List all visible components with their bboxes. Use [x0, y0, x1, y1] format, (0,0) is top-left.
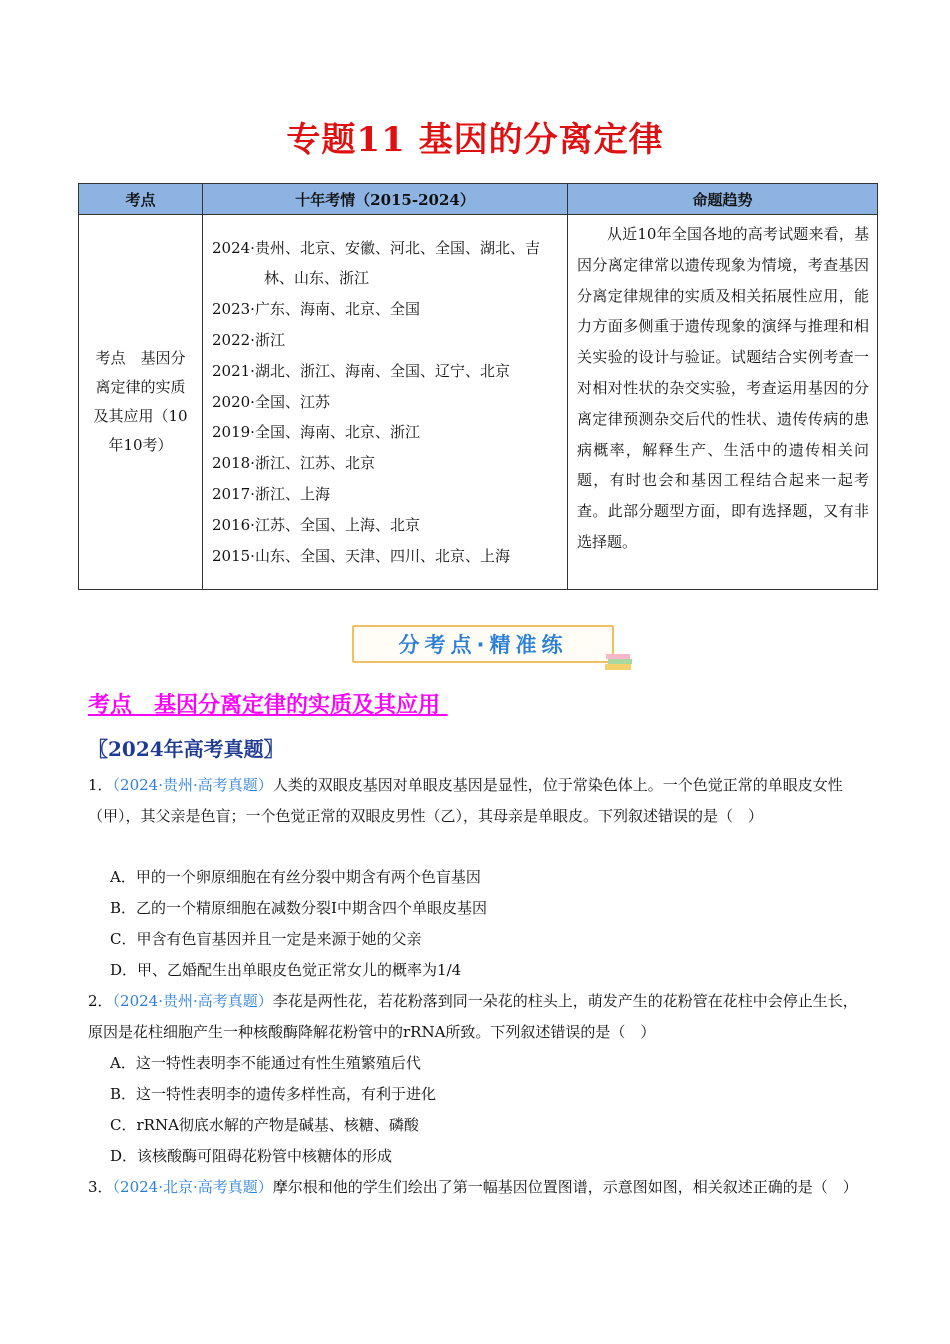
table-header-row [79, 184, 878, 215]
years-cell [203, 215, 568, 590]
option-d: D．甲、乙婚配生出单眼皮色觉正常女儿的概率为1/4 [110, 961, 462, 979]
option-a: A．这一特性表明李不能通过有性生殖繁殖后代 [110, 1054, 421, 1072]
option-a: A．甲的一个卵原细胞在有丝分裂中期含有两个色盲基因 [110, 868, 481, 886]
year-line: 2018·浙江、江苏、北京 [212, 454, 375, 473]
question-2 [88, 986, 863, 1048]
question-stem: 人类的双眼皮基因对单眼皮基因是显性，位于常染色体上。一个色觉正常的单眼皮女性（甲），其父亲是色盲；一个色觉正常的双眼皮男性（乙），其母亲是单眼皮。下列叙述错误的是（ ） [88, 776, 843, 825]
section-banner: 分考点·精准练 [352, 625, 614, 663]
exam-summary-table [78, 183, 878, 590]
year-line: 2015·山东、全国、天津、四川、北京、上海 [212, 546, 510, 565]
year-line: 2024·贵州、北京、安徽、河北、全国、湖北、吉林、山东、浙江 [212, 238, 540, 288]
question-number: 3． [88, 1178, 113, 1196]
year-line: 2021·湖北、浙江、海南、全国、辽宁、北京 [212, 361, 510, 380]
question-stem: 摩尔根和他的学生们绘出了第一幅基因位置图谱，示意图如图，相关叙述正确的是（ ） [272, 1178, 858, 1196]
year-line: 2019·全国、海南、北京、浙江 [212, 423, 420, 442]
question-source: （2024·贵州·高考真题） [112, 776, 273, 794]
books-icon [604, 650, 634, 672]
option-b: B．这一特性表明李的遗传多样性高，有利于进化 [110, 1085, 437, 1103]
option-c: C．rRNA彻底水解的产物是碱基、核糖、磷酸 [110, 1116, 419, 1134]
question-3 [88, 1172, 863, 1203]
header-ten-years: 十年考情（2015-2024） [203, 184, 568, 215]
table-row [79, 215, 878, 590]
question-source: （2024·北京·高考真题） [112, 1178, 273, 1196]
question-stem: 李花是两性花，若花粉落到同一朵花的柱头上，萌发产生的花粉管在花柱中会停止生长，原因是花柱细胞产生一种核酸酶降解花粉管中的rRNA所致。下列叙述错误的是（ ） [88, 992, 858, 1041]
header-kaodian: 考点 [79, 184, 203, 215]
year-line: 2023·广东、海南、北京、全国 [212, 300, 420, 319]
year-line: 2016·江苏、全国、上海、北京 [212, 515, 420, 534]
option-c: C．甲含有色盲基因并且一定是来源于她的父亲 [110, 930, 422, 948]
option-d: D．该核酸酶可阻碍花粉管中核糖体的形成 [110, 1147, 393, 1165]
year-line: 2017·浙江、上海 [212, 484, 330, 503]
page-title: 专题11 基因的分离定律 [286, 120, 664, 160]
question-number: 1． [88, 776, 113, 794]
question-source: （2024·贵州·高考真题） [112, 992, 273, 1010]
question-number: 2． [88, 992, 113, 1010]
section-title: 考点 基因分离定律的实质及其应用 [88, 692, 448, 718]
trend-cell: 从近10年全国各地的高考试题来看，基因分离定律常以遗传现象为情境，考查基因分离定律规律的实质及相关拓展性应用，能力方面多侧重于遗传现象的演绎与推理和相关实验的设计与验证。试题结合实例考查一对相对性状的杂交实验，考查运用基因的分离定律预测杂交后代的性状、遗传传病的患病概率，解释生产、生活中的遗传相关问题，有时也会和基因工程结合起来一起考查。此部分题型方面，即有选择题，又有非选择题。 [568, 215, 878, 590]
year-line: 2022·浙江 [212, 331, 285, 349]
kaodian-cell: 考点 基因分离定律的实质及其应用（10年10考） [79, 215, 203, 590]
year-line: 2020·全国、江苏 [212, 392, 330, 411]
header-trend: 命题趋势 [568, 184, 878, 215]
year-heading: 〖2024年高考真题〗 [88, 737, 284, 761]
question-1 [88, 770, 863, 832]
option-b: B．乙的一个精原细胞在减数分裂Ⅰ中期含四个单眼皮基因 [110, 899, 487, 917]
